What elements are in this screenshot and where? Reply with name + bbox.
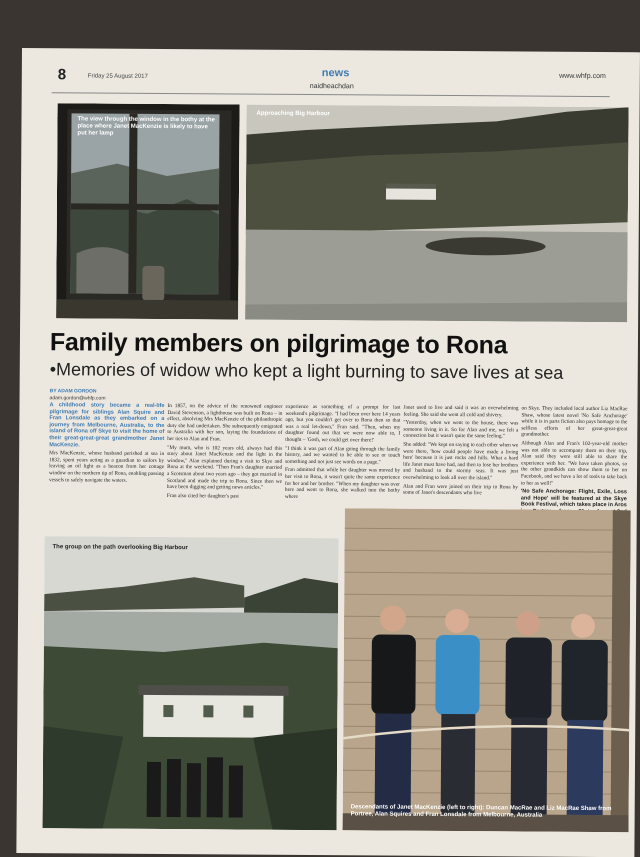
article-byline: BY ADAM GORDON [49,388,97,395]
article-paragraph: Mrs MacKenzie, whose husband perished at sea in 1832, spent years acting as a guardian to sailors by leaving an oil light as a beacon from her cottage window on the northern tip of Rona, enabling passing vessels to safely navigate the waters. [48,450,165,484]
article-paragraph: In 1857, on the advice of the renowned engineer David Stevenson, a lighthouse was built on Rona – in effect, absolving Mrs MacKenzie of the philanthropic duty she had undertaken. She subsequently emigrated to Australia with her son, laying the foundations of her ties to Alan and Fran. [167,403,283,443]
article-paragraph: "Yesterday, when we went to the house, there was someone living in it. So for Alan and me, we felt a connection but it wasn't quite the same feeling." [403,419,519,440]
article-column-1 [49,402,165,486]
article-paragraph: "I think it was part of Alan going through the family history, and we wanted to be able to see or touch something and not just see words on a page." [285,445,401,466]
harbour-photo-caption: Approaching Big Harbour [256,110,330,118]
book-festival-promo: 'No Safe Anchorage: Flight, Exile, Loss and Hope' will be featured at the Skye Book Festival, which takes place in Aros [520,488,627,509]
group-photo [343,508,631,832]
window-photo [56,103,239,319]
article-paragraph: on Skye. They included local author Liz MacRae Shaw, whose latest novel 'No Safe Anchorage' while it is in parts fiction also pays homage to the selfless efforts of her great-great-great grandmother. [521,405,628,439]
article-paragraph: She added: "We kept on saying to each other when we were there, 'how could people have made a living here' because it is just rocks and hills. What a hard life Janet must have had, and then to lose her brothers and husband to the stormy seas. It was just overwhelming to look all over the island." [402,441,519,482]
path-photo [43,536,339,830]
group-photo-caption: Descendants of Janet MacKenzie (left to right): Duncan MacRae and Liz MacRae Shaw from Portree, Alan Squires and Fran Lonsdale from Melbourne, Australia [350,804,612,819]
article-paragraph: Alan and Fran were joined on their trip to Rona by some of Janet's descendants who live [402,483,518,497]
harbour-photo [245,105,628,323]
article-paragraph: A childhood story became a real-life pilgrimage for siblings Alan Squire and Fran Lonsdale as they embarked on a journey from Melbourne, Australia, to the island of Rona off Skye to visit the home of their great-great-great grandmother Janet MacKenzie. [49,402,165,448]
article-paragraph: experience as something of a prompt for last weekend's pilgrimage. "I had been over here 14 years ago, but you couldn't get over to Rona then so that was a real let-down," Fran said. "Then, when my daughter found out that we were now able to, I thought – 'Gosh, we could get over there!' [285,403,401,444]
article-paragraph: Although Alan and Fran's 102-year-old mother was not able to accompany them on their trip, Alan said they were still able to share the experience with her. "We have taken photos, so the other grandkids can show them to her on Facebook, and we have a lot of tools to take back to her as well!" [520,440,628,487]
page-header [22,48,640,102]
article-column-5 [521,405,628,524]
article-column-3 [285,404,401,503]
newspaper-page [16,48,640,857]
article-headline: Family members on pilgrimage to Rona [49,328,508,360]
header-rule [52,92,610,97]
author-email: adam.gordon@whfp.com [49,395,106,402]
article-standfirst: •Memories of widow who kept a light burning to save lives at sea [49,359,564,383]
website-url: www.whfp.com [559,72,606,81]
section-gaelic: naidheachdan [309,83,354,91]
article-paragraph: Janet used to live and said it was an overwhelming feeling. She said she went all cold and shivery. [403,404,519,418]
section-name: news [321,67,350,80]
article-paragraph: "My mum, who is 102 years old, always had this story about Janet MacKenzie and the light in the window," Alan explained during a visit to Skye and Rona at the weekend. "Then Fran's daughter married a Scotsman about two years ago – they got married in Scotland and made the trip to Rona. Since then we have been digging and getting news articles." [166,444,283,491]
article-column-2 [167,403,283,502]
article-paragraph: Fran also cited her daughter's past [166,492,239,500]
page-number: 8 [57,66,67,84]
window-photo-caption: The view through the window in the bothy at the place where Janet MacKenzie is likely to have put her lamp [77,116,215,137]
issue-date: Friday 25 August 2017 [87,73,148,80]
article-paragraph: Fran admitted that while her daughter was moved by her visit to Rona, it wasn't quite the same experience for her and her brother. "When my daughter was over here and went to Rona, she walked into the bothy where [284,467,401,500]
path-photo-caption: The group on the path overlooking Big Harbour [52,544,188,552]
article-column-4 [403,405,519,500]
